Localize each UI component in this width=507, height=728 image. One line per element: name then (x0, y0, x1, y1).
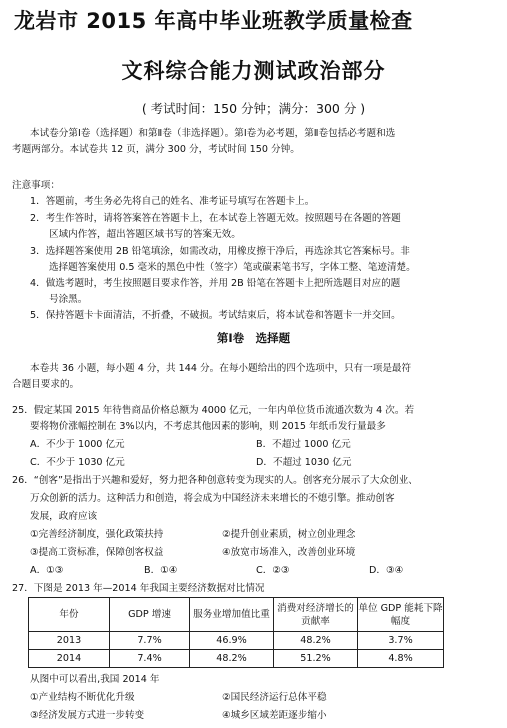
note-line: 3．选择题答案使用 2B 铅笔填涂，如需改动，用橡皮擦干净后，再选涂其它答案标号。非 (30, 246, 410, 257)
q25-stem-line: 25．假定某国 2015 年待售商品价格总额为 4000 亿元，一年内单位货币流通次数为 4 次。若 (12, 405, 415, 416)
table-cell: 3.7% (358, 632, 444, 650)
q25-stem-line: 要将物价涨幅控制在 3%以内，不考虑其他因素的影响，则 2015 年纸币发行量最多 (30, 421, 386, 432)
q25-option-d: D．不超过 1030 亿元 (256, 457, 352, 468)
economic-data-table (28, 597, 444, 668)
intro-line: 本试卷分第Ⅰ卷（选择题）和第Ⅱ卷（非选择题）。第Ⅰ卷为必考题，第Ⅱ卷包括必考题和选 (30, 128, 396, 139)
q25-option-a: A．不少于 1000 亿元 (30, 439, 125, 450)
table-cell: 7.4% (110, 650, 190, 668)
table-cell: 51.2% (274, 650, 358, 668)
q26-option-d: D．③④ (369, 565, 404, 576)
note-line: 4．做选考题时，考生按照题目要求作答，并用 2B 铅笔在答题卡上把所选题目对应的题 (30, 278, 401, 289)
q25-option-b: B．不超过 1000 亿元 (256, 439, 351, 450)
table-header-service-share: 服务业增加值比重 (190, 598, 274, 632)
q27-item: ①产业结构不断优化升级 (30, 692, 135, 703)
q26-item: ①完善经济制度，强化政策扶持 (30, 529, 164, 540)
table-header-gdp-growth: GDP 增速 (110, 598, 190, 632)
table-cell: 2013 (29, 632, 110, 650)
q26-option-c: C．②③ (256, 565, 290, 576)
q27-stem: 27．下图是 2013 年—2014 年我国主要经济数据对比情况 (12, 583, 265, 594)
note-line: 选择题答案使用 0.5 毫米的黑色中性（签字）笔或碳素笔书写，字体工整、笔迹清楚。 (49, 262, 416, 273)
table-header-row (29, 598, 444, 632)
table-row (29, 632, 444, 650)
q25-option-c: C．不少于 1030 亿元 (30, 457, 125, 468)
table-header-consumption-contribution: 消费对经济增长的贡献率 (274, 598, 358, 632)
table-cell: 7.7% (110, 632, 190, 650)
table-cell: 48.2% (274, 632, 358, 650)
note-line: 5．保持答题卡卡面清洁，不折叠，不破损。考试结束后，将本试卷和答题卡一并交回。 (30, 310, 401, 321)
exam-title: 龙岩市 2015 年高中毕业班教学质量检查 (14, 9, 413, 33)
table-cell: 46.9% (190, 632, 274, 650)
table-header-energy-decline: 单位 GDP 能耗下降幅度 (358, 598, 444, 632)
note-line: 区域内作答，超出答题区域书写的答案无效。 (49, 229, 241, 240)
q27-item: ②国民经济运行总体平稳 (222, 692, 327, 703)
table-header-year: 年份 (29, 598, 110, 632)
q26-item: ③提高工资标准，保障创客权益 (30, 547, 164, 558)
q26-option-b: B．①④ (144, 565, 178, 576)
note-line: 号涂黑。 (49, 294, 88, 305)
q26-stem-line: 26．“创客”是指出于兴趣和爱好，努力把各种创意转变为现实的人。创客充分展示了大众创业、 (12, 475, 418, 486)
note-line: 2．考生作答时，请将答案答在答题卡上，在本试卷上答题无效。按照题号在各题的答题 (30, 213, 401, 224)
intro-line: 考题两部分。本试卷共 12 页，满分 300 分，考试时间 150 分钟。 (12, 144, 300, 155)
table-cell: 2014 (29, 650, 110, 668)
q27-item: ④城乡区域差距逐步缩小 (222, 710, 327, 721)
table-row (29, 650, 444, 668)
q27-item: ③经济发展方式进一步转变 (30, 710, 145, 721)
notes-title: 注意事项： (12, 180, 60, 191)
section-desc-line: 本卷共 36 小题，每小题 4 分，共 144 分。在每小题给出的四个选项中，只有一项是最符 (30, 363, 412, 374)
table-cell: 48.2% (190, 650, 274, 668)
exam-info: ( 考试时间：150 分钟；满分：300 分 ) (141, 101, 366, 116)
q26-stem-line: 发展，政府应该 (30, 511, 98, 522)
note-line: 1．答题前，考生务必先将自己的姓名、准考证号填写在答题卡上。 (30, 196, 315, 207)
table-cell: 4.8% (358, 650, 444, 668)
section-title: 第Ⅰ卷 选择题 (216, 331, 291, 345)
q27-lead: 从图中可以看出,我国 2014 年 (30, 674, 160, 685)
q26-item: ④放宽市场准入，改善创业环境 (222, 547, 356, 558)
q26-item: ②提升创业素质，树立创业理念 (222, 529, 356, 540)
q26-stem-line: 万众创新的活力。这种活力和创造，将会成为中国经济未来增长的不熄引擎。推动创客 (30, 493, 395, 504)
q26-option-a: A．①③ (30, 565, 64, 576)
section-desc-line: 合题目要求的。 (12, 379, 80, 390)
exam-subtitle: 文科综合能力测试政治部分 (121, 59, 386, 83)
